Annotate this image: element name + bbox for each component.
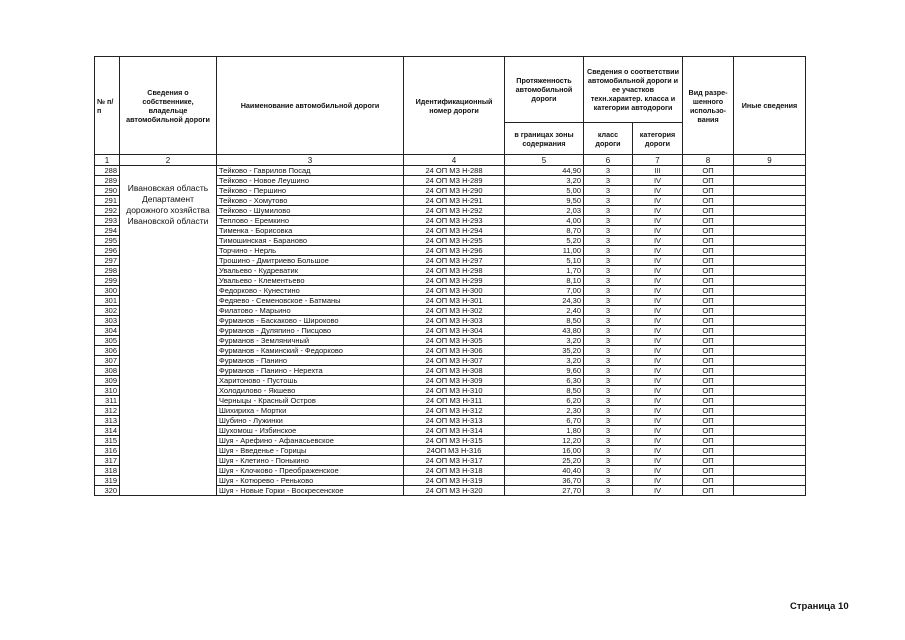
other-info-cell	[734, 426, 806, 436]
road-category: IV	[633, 346, 683, 356]
road-class: 3	[584, 276, 633, 286]
road-class: 3	[584, 436, 633, 446]
road-name: Фурманов - Каминский - Федорково	[217, 346, 404, 356]
road-id: 24 ОП МЗ Н-298	[404, 266, 505, 276]
road-length: 36,70	[505, 476, 584, 486]
road-category: IV	[633, 356, 683, 366]
road-use: ОП	[683, 386, 734, 396]
road-length: 1,80	[505, 426, 584, 436]
row-number: 313	[95, 416, 120, 426]
road-id: 24 ОП МЗ Н-296	[404, 246, 505, 256]
row-number: 296	[95, 246, 120, 256]
row-number: 309	[95, 376, 120, 386]
road-class: 3	[584, 266, 633, 276]
header-num: № п/п	[95, 57, 120, 155]
row-number: 304	[95, 326, 120, 336]
road-category: IV	[633, 436, 683, 446]
other-info-cell	[734, 466, 806, 476]
row-number: 293	[95, 216, 120, 226]
road-length: 16,00	[505, 446, 584, 456]
road-name: Федяево - Семеновское - Батманы	[217, 296, 404, 306]
col-number: 8	[683, 155, 734, 166]
road-name: Тейково - Шумилово	[217, 206, 404, 216]
other-info-cell	[734, 296, 806, 306]
road-class: 3	[584, 236, 633, 246]
road-id: 24 ОП МЗ Н-313	[404, 416, 505, 426]
other-info-cell	[734, 246, 806, 256]
road-id: 24 ОП МЗ Н-295	[404, 236, 505, 246]
road-category: IV	[633, 296, 683, 306]
road-name: Тимошинская - Бараново	[217, 236, 404, 246]
road-id: 24 ОП МЗ Н-291	[404, 196, 505, 206]
road-use: ОП	[683, 346, 734, 356]
road-category: IV	[633, 406, 683, 416]
road-class: 3	[584, 216, 633, 226]
road-category: IV	[633, 236, 683, 246]
road-class: 3	[584, 486, 633, 496]
road-category: IV	[633, 386, 683, 396]
road-name: Тейково - Першино	[217, 186, 404, 196]
row-number: 294	[95, 226, 120, 236]
other-info-cell	[734, 306, 806, 316]
road-length: 6,30	[505, 376, 584, 386]
road-use: ОП	[683, 446, 734, 456]
road-length: 6,70	[505, 416, 584, 426]
road-class: 3	[584, 286, 633, 296]
road-length: 2,30	[505, 406, 584, 416]
road-class: 3	[584, 326, 633, 336]
header-length-sub: в границах зоны содержания	[505, 123, 584, 155]
other-info-cell	[734, 476, 806, 486]
road-class: 3	[584, 196, 633, 206]
col-number: 1	[95, 155, 120, 166]
road-id: 24 ОП МЗ Н-310	[404, 386, 505, 396]
road-category: IV	[633, 396, 683, 406]
row-number: 289	[95, 176, 120, 186]
road-name: Шубино - Лужинки	[217, 416, 404, 426]
col-number: 2	[120, 155, 217, 166]
road-length: 2,03	[505, 206, 584, 216]
header-id: Идентификационный номер дороги	[404, 57, 505, 155]
col-number: 4	[404, 155, 505, 166]
road-length: 2,40	[505, 306, 584, 316]
road-name: Фурманов - Панино - Нерехта	[217, 366, 404, 376]
row-number: 317	[95, 456, 120, 466]
road-class: 3	[584, 376, 633, 386]
road-name: Шуя - Клетино - Понькино	[217, 456, 404, 466]
header-owner: Сведения о собственнике, владельце автомобильной дороги	[120, 57, 217, 155]
road-length: 44,90	[505, 166, 584, 176]
row-number: 318	[95, 466, 120, 476]
other-info-cell	[734, 186, 806, 196]
road-length: 9,60	[505, 366, 584, 376]
roads-table	[94, 56, 806, 496]
road-name: Трошино - Дмитриево Большое	[217, 256, 404, 266]
row-number: 310	[95, 386, 120, 396]
road-name: Тейково - Новое Леушино	[217, 176, 404, 186]
road-category: IV	[633, 286, 683, 296]
table-header	[95, 57, 806, 166]
other-info-cell	[734, 386, 806, 396]
road-class: 3	[584, 336, 633, 346]
road-length: 3,20	[505, 336, 584, 346]
road-use: ОП	[683, 476, 734, 486]
road-name: Фурманов - Земляничный	[217, 336, 404, 346]
other-info-cell	[734, 456, 806, 466]
road-length: 5,10	[505, 256, 584, 266]
row-number: 316	[95, 446, 120, 456]
other-info-cell	[734, 486, 806, 496]
road-id: 24 ОП МЗ Н-307	[404, 356, 505, 366]
road-class: 3	[584, 476, 633, 486]
road-length: 8,70	[505, 226, 584, 236]
road-length: 5,00	[505, 186, 584, 196]
road-category: IV	[633, 226, 683, 236]
road-name: Шуя - Клочково - Преображенское	[217, 466, 404, 476]
road-class: 3	[584, 206, 633, 216]
row-number: 301	[95, 296, 120, 306]
col-number: 9	[734, 155, 806, 166]
other-info-cell	[734, 326, 806, 336]
road-class: 3	[584, 466, 633, 476]
road-use: ОП	[683, 166, 734, 176]
road-name: Холодилово - Якшево	[217, 386, 404, 396]
road-class: 3	[584, 256, 633, 266]
road-name: Тейково - Хомутово	[217, 196, 404, 206]
road-name: Шуя - Введенье - Горицы	[217, 446, 404, 456]
road-class: 3	[584, 406, 633, 416]
road-class: 3	[584, 356, 633, 366]
road-length: 12,20	[505, 436, 584, 446]
road-length: 5,20	[505, 236, 584, 246]
row-number: 314	[95, 426, 120, 436]
road-use: ОП	[683, 206, 734, 216]
road-category: IV	[633, 336, 683, 346]
road-length: 35,20	[505, 346, 584, 356]
road-length: 8,50	[505, 316, 584, 326]
other-info-cell	[734, 336, 806, 346]
col-number: 7	[633, 155, 683, 166]
road-use: ОП	[683, 436, 734, 446]
road-category: IV	[633, 466, 683, 476]
row-number: 315	[95, 436, 120, 446]
other-info-cell	[734, 196, 806, 206]
road-use: ОП	[683, 466, 734, 476]
road-name: Шуя - Арефино - Афанасьевское	[217, 436, 404, 446]
road-id: 24 ОП МЗ Н-290	[404, 186, 505, 196]
other-info-cell	[734, 406, 806, 416]
road-use: ОП	[683, 366, 734, 376]
road-use: ОП	[683, 276, 734, 286]
other-info-cell	[734, 446, 806, 456]
road-id: 24 ОП МЗ Н-301	[404, 296, 505, 306]
row-number: 320	[95, 486, 120, 496]
road-category: IV	[633, 176, 683, 186]
other-info-cell	[734, 206, 806, 216]
table-row	[95, 166, 806, 176]
other-info-cell	[734, 256, 806, 266]
road-category: IV	[633, 276, 683, 286]
road-id: 24 ОП МЗ Н-306	[404, 346, 505, 356]
road-id: 24 ОП МЗ Н-309	[404, 376, 505, 386]
row-number: 302	[95, 306, 120, 316]
road-class: 3	[584, 296, 633, 306]
header-category-sub: категория дороги	[633, 123, 683, 155]
header-use: Вид разре-шенного использо-вания	[683, 57, 734, 155]
other-info-cell	[734, 276, 806, 286]
road-length: 24,30	[505, 296, 584, 306]
road-id: 24 ОП МЗ Н-304	[404, 326, 505, 336]
other-info-cell	[734, 396, 806, 406]
road-length: 25,20	[505, 456, 584, 466]
road-id: 24 ОП МЗ Н-297	[404, 256, 505, 266]
road-class: 3	[584, 396, 633, 406]
other-info-cell	[734, 356, 806, 366]
road-use: ОП	[683, 176, 734, 186]
road-use: ОП	[683, 216, 734, 226]
road-category: IV	[633, 206, 683, 216]
road-length: 43,80	[505, 326, 584, 336]
road-name: Фурманов - Дуляпино - Писцово	[217, 326, 404, 336]
road-category: IV	[633, 256, 683, 266]
road-class: 3	[584, 246, 633, 256]
road-category: IV	[633, 326, 683, 336]
other-info-cell	[734, 216, 806, 226]
road-id: 24 ОП МЗ Н-317	[404, 456, 505, 466]
road-category: IV	[633, 376, 683, 386]
road-name: Теплово - Еремкино	[217, 216, 404, 226]
other-info-cell	[734, 346, 806, 356]
road-category: IV	[633, 316, 683, 326]
row-number: 305	[95, 336, 120, 346]
road-length: 8,50	[505, 386, 584, 396]
header-name: Наименование автомобильной дороги	[217, 57, 404, 155]
road-length: 3,20	[505, 176, 584, 186]
road-id: 24 ОП МЗ Н-289	[404, 176, 505, 186]
road-category: IV	[633, 486, 683, 496]
owner-cell: Ивановская область Департамент дорожного хозяйства Ивановской области	[120, 166, 217, 496]
other-info-cell	[734, 166, 806, 176]
road-category: IV	[633, 446, 683, 456]
road-id: 24 ОП МЗ Н-293	[404, 216, 505, 226]
row-number: 295	[95, 236, 120, 246]
page-number: Страница 10	[790, 601, 849, 612]
road-use: ОП	[683, 186, 734, 196]
road-length: 6,20	[505, 396, 584, 406]
road-name: Шуя - Котюрево - Реньково	[217, 476, 404, 486]
row-number: 292	[95, 206, 120, 216]
other-info-cell	[734, 366, 806, 376]
other-info-cell	[734, 266, 806, 276]
road-length: 4,00	[505, 216, 584, 226]
road-id: 24ОП МЗ Н-316	[404, 446, 505, 456]
row-number: 298	[95, 266, 120, 276]
col-number: 5	[505, 155, 584, 166]
road-use: ОП	[683, 356, 734, 366]
road-name: Шухомош - Избинское	[217, 426, 404, 436]
header-length: Протяженность автомобильной дороги	[505, 57, 584, 123]
road-category: III	[633, 166, 683, 176]
road-use: ОП	[683, 246, 734, 256]
road-id: 24 ОП МЗ Н-305	[404, 336, 505, 346]
other-info-cell	[734, 416, 806, 426]
road-category: IV	[633, 416, 683, 426]
road-use: ОП	[683, 416, 734, 426]
road-id: 24 ОП МЗ Н-314	[404, 426, 505, 436]
road-length: 11,00	[505, 246, 584, 256]
road-name: Федорково - Кунестино	[217, 286, 404, 296]
road-category: IV	[633, 196, 683, 206]
row-number: 312	[95, 406, 120, 416]
road-class: 3	[584, 366, 633, 376]
other-info-cell	[734, 236, 806, 246]
road-use: ОП	[683, 306, 734, 316]
road-use: ОП	[683, 236, 734, 246]
road-use: ОП	[683, 376, 734, 386]
road-class: 3	[584, 166, 633, 176]
road-name: Фурманов - Баскаково - Широково	[217, 316, 404, 326]
row-number: 299	[95, 276, 120, 286]
road-use: ОП	[683, 296, 734, 306]
road-category: IV	[633, 246, 683, 256]
road-use: ОП	[683, 266, 734, 276]
header-class-sub: класс дороги	[584, 123, 633, 155]
row-number: 311	[95, 396, 120, 406]
road-category: IV	[633, 306, 683, 316]
road-category: IV	[633, 456, 683, 466]
road-id: 24 ОП МЗ Н-319	[404, 476, 505, 486]
road-length: 9,50	[505, 196, 584, 206]
road-id: 24 ОП МЗ Н-303	[404, 316, 505, 326]
road-class: 3	[584, 416, 633, 426]
road-use: ОП	[683, 486, 734, 496]
row-number: 319	[95, 476, 120, 486]
road-name: Филатово - Марьино	[217, 306, 404, 316]
road-category: IV	[633, 266, 683, 276]
road-length: 7,00	[505, 286, 584, 296]
road-id: 24 ОП МЗ Н-299	[404, 276, 505, 286]
road-id: 24 ОП МЗ Н-311	[404, 396, 505, 406]
road-class: 3	[584, 386, 633, 396]
road-name: Черныцы - Красный Остров	[217, 396, 404, 406]
road-use: ОП	[683, 256, 734, 266]
row-number: 300	[95, 286, 120, 296]
road-length: 3,20	[505, 356, 584, 366]
other-info-cell	[734, 176, 806, 186]
road-use: ОП	[683, 226, 734, 236]
road-use: ОП	[683, 196, 734, 206]
table-body	[95, 166, 806, 496]
row-number: 308	[95, 366, 120, 376]
road-class: 3	[584, 446, 633, 456]
road-id: 24 ОП МЗ Н-318	[404, 466, 505, 476]
road-class: 3	[584, 426, 633, 436]
road-id: 24 ОП МЗ Н-302	[404, 306, 505, 316]
road-use: ОП	[683, 456, 734, 466]
road-class: 3	[584, 186, 633, 196]
road-category: IV	[633, 426, 683, 436]
road-name: Торчино - Нерль	[217, 246, 404, 256]
road-name: Шуя - Новые Горки - Воскресенское	[217, 486, 404, 496]
row-number: 303	[95, 316, 120, 326]
road-length: 27,70	[505, 486, 584, 496]
road-class: 3	[584, 306, 633, 316]
road-id: 24 ОП МЗ Н-308	[404, 366, 505, 376]
row-number: 297	[95, 256, 120, 266]
road-length: 40,40	[505, 466, 584, 476]
road-name: Тейково - Гаврилов Посад	[217, 166, 404, 176]
road-class: 3	[584, 226, 633, 236]
road-category: IV	[633, 476, 683, 486]
other-info-cell	[734, 376, 806, 386]
road-use: ОП	[683, 336, 734, 346]
col-number: 6	[584, 155, 633, 166]
road-length: 8,10	[505, 276, 584, 286]
road-name: Фурманов - Панино	[217, 356, 404, 366]
road-name: Увальево - Клементьево	[217, 276, 404, 286]
road-length: 1,70	[505, 266, 584, 276]
road-use: ОП	[683, 316, 734, 326]
row-number: 307	[95, 356, 120, 366]
road-use: ОП	[683, 426, 734, 436]
row-number: 290	[95, 186, 120, 196]
road-class: 3	[584, 346, 633, 356]
road-id: 24 ОП МЗ Н-294	[404, 226, 505, 236]
road-use: ОП	[683, 286, 734, 296]
row-number: 288	[95, 166, 120, 176]
road-id: 24 ОП МЗ Н-315	[404, 436, 505, 446]
road-id: 24 ОП МЗ Н-300	[404, 286, 505, 296]
road-name: Тименка - Борисовка	[217, 226, 404, 236]
header-other: Иные сведения	[734, 57, 806, 155]
header-compliance: Сведения о соответствии автомобильной дороги и ее участков техн.характер. класса и категории автодороги	[584, 57, 683, 123]
road-use: ОП	[683, 406, 734, 416]
other-info-cell	[734, 436, 806, 446]
road-id: 24 ОП МЗ Н-292	[404, 206, 505, 216]
road-class: 3	[584, 316, 633, 326]
col-number: 3	[217, 155, 404, 166]
road-name: Харитоново - Пустошь	[217, 376, 404, 386]
road-id: 24 ОП МЗ Н-312	[404, 406, 505, 416]
road-category: IV	[633, 366, 683, 376]
road-class: 3	[584, 456, 633, 466]
other-info-cell	[734, 286, 806, 296]
road-use: ОП	[683, 396, 734, 406]
other-info-cell	[734, 226, 806, 236]
road-class: 3	[584, 176, 633, 186]
road-id: 24 ОП МЗ Н-320	[404, 486, 505, 496]
other-info-cell	[734, 316, 806, 326]
road-category: IV	[633, 186, 683, 196]
road-id: 24 ОП МЗ Н-288	[404, 166, 505, 176]
road-use: ОП	[683, 326, 734, 336]
road-category: IV	[633, 216, 683, 226]
row-number: 291	[95, 196, 120, 206]
road-name: Увальево - Кудреватик	[217, 266, 404, 276]
road-name: Шихириха - Мортки	[217, 406, 404, 416]
row-number: 306	[95, 346, 120, 356]
